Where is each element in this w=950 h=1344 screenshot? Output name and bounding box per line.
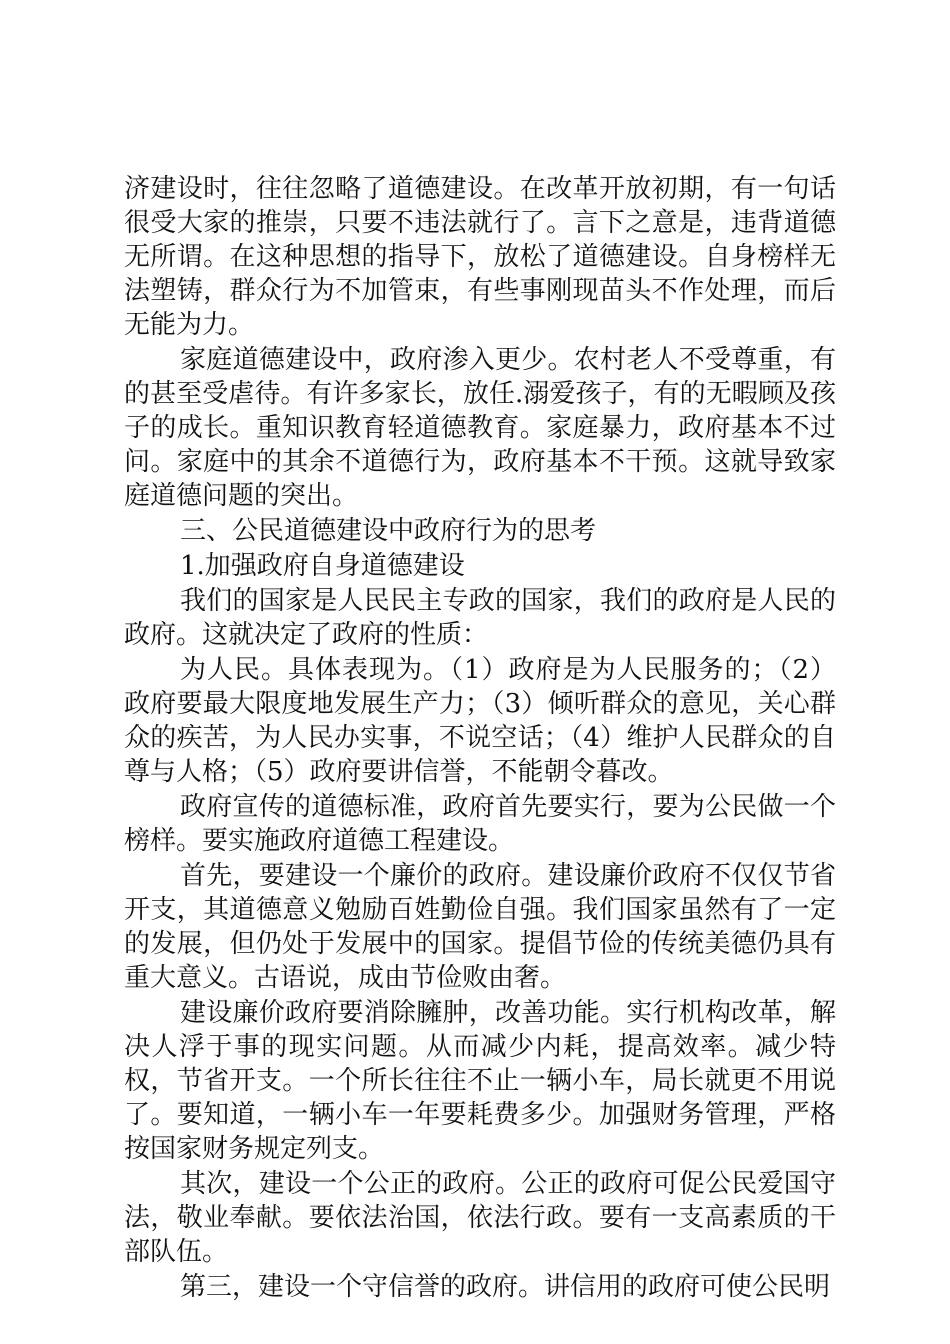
subsection-heading: 1.加强政府自身道德建设 xyxy=(180,551,465,581)
paragraph: 建设廉价政府要消除臃肿，改善功能。实行机构改革，解决人浮于事的现实问题。从而减少内耗，提高效率。减少特权，节省开支。一个所长往往不止一辆小车，局长就更不用说了。要知道，一辆小车一年要耗费多少。加强财务管理，严格按国家财务规定列支。 xyxy=(124,998,836,1164)
paragraph: 为人民。具体表现为。（1）政府是为人民服务的；（2）政府要最大限度地发展生产力；（3）倾听群众的意见，关心群众的疾苦，为人民办实事，不说空话；（4）维护人民群众的自尊与人格；（5）政府要讲信誉，不能朝令暮改。 xyxy=(124,655,836,787)
paragraph: 其次，建设一个公正的政府。公正的政府可促公民爱国守法，敬业奉献。要依法治国，依法行政。要有一支高素质的干部队伍。 xyxy=(124,1169,836,1267)
document-page xyxy=(124,172,836,1305)
paragraph: 政府宣传的道德标准，政府首先要实行，要为公民做一个榜样。要实施政府道德工程建设。 xyxy=(124,792,836,856)
paragraph: 我们的国家是人民民主专政的国家，我们的政府是人民的政府。这就决定了政府的性质： xyxy=(124,586,836,650)
paragraph: 首先，要建设一个廉价的政府。建设廉价政府不仅仅节省开支，其道德意义勉励百姓勤俭自强。我们国家虽然有了一定的发展，但仍处于发展中的国家。提倡节俭的传统美德仍具有重大意义。古语说，成由节俭败由奢。 xyxy=(124,861,836,993)
paragraph: 济建设时，往往忽略了道德建设。在改革开放初期，有一句话很受大家的推崇，只要不违法就行了。言下之意是，违背道德无所谓。在这种思想的指导下，放松了道德建设。自身榜样无法塑铸，群众行为不加管束，有些事刚现苗头不作处理，而后无能为力。 xyxy=(124,174,836,340)
paragraph: 第三，建设一个守信誉的政府。讲信用的政府可使公民明 xyxy=(180,1272,831,1302)
paragraph: 家庭道德建设中，政府渗入更少。农村老人不受尊重，有的甚至受虐待。有许多家长，放任.溺爱孩子，有的无暇顾及孩子的成长。重知识教育轻道德教育。家庭暴力，政府基本不过问。家庭中的其余不道德行为，政府基本不干预。这就导致家庭道德问题的突出。 xyxy=(124,345,836,511)
section-heading: 三、公民道德建设中政府行为的思考 xyxy=(180,516,597,546)
